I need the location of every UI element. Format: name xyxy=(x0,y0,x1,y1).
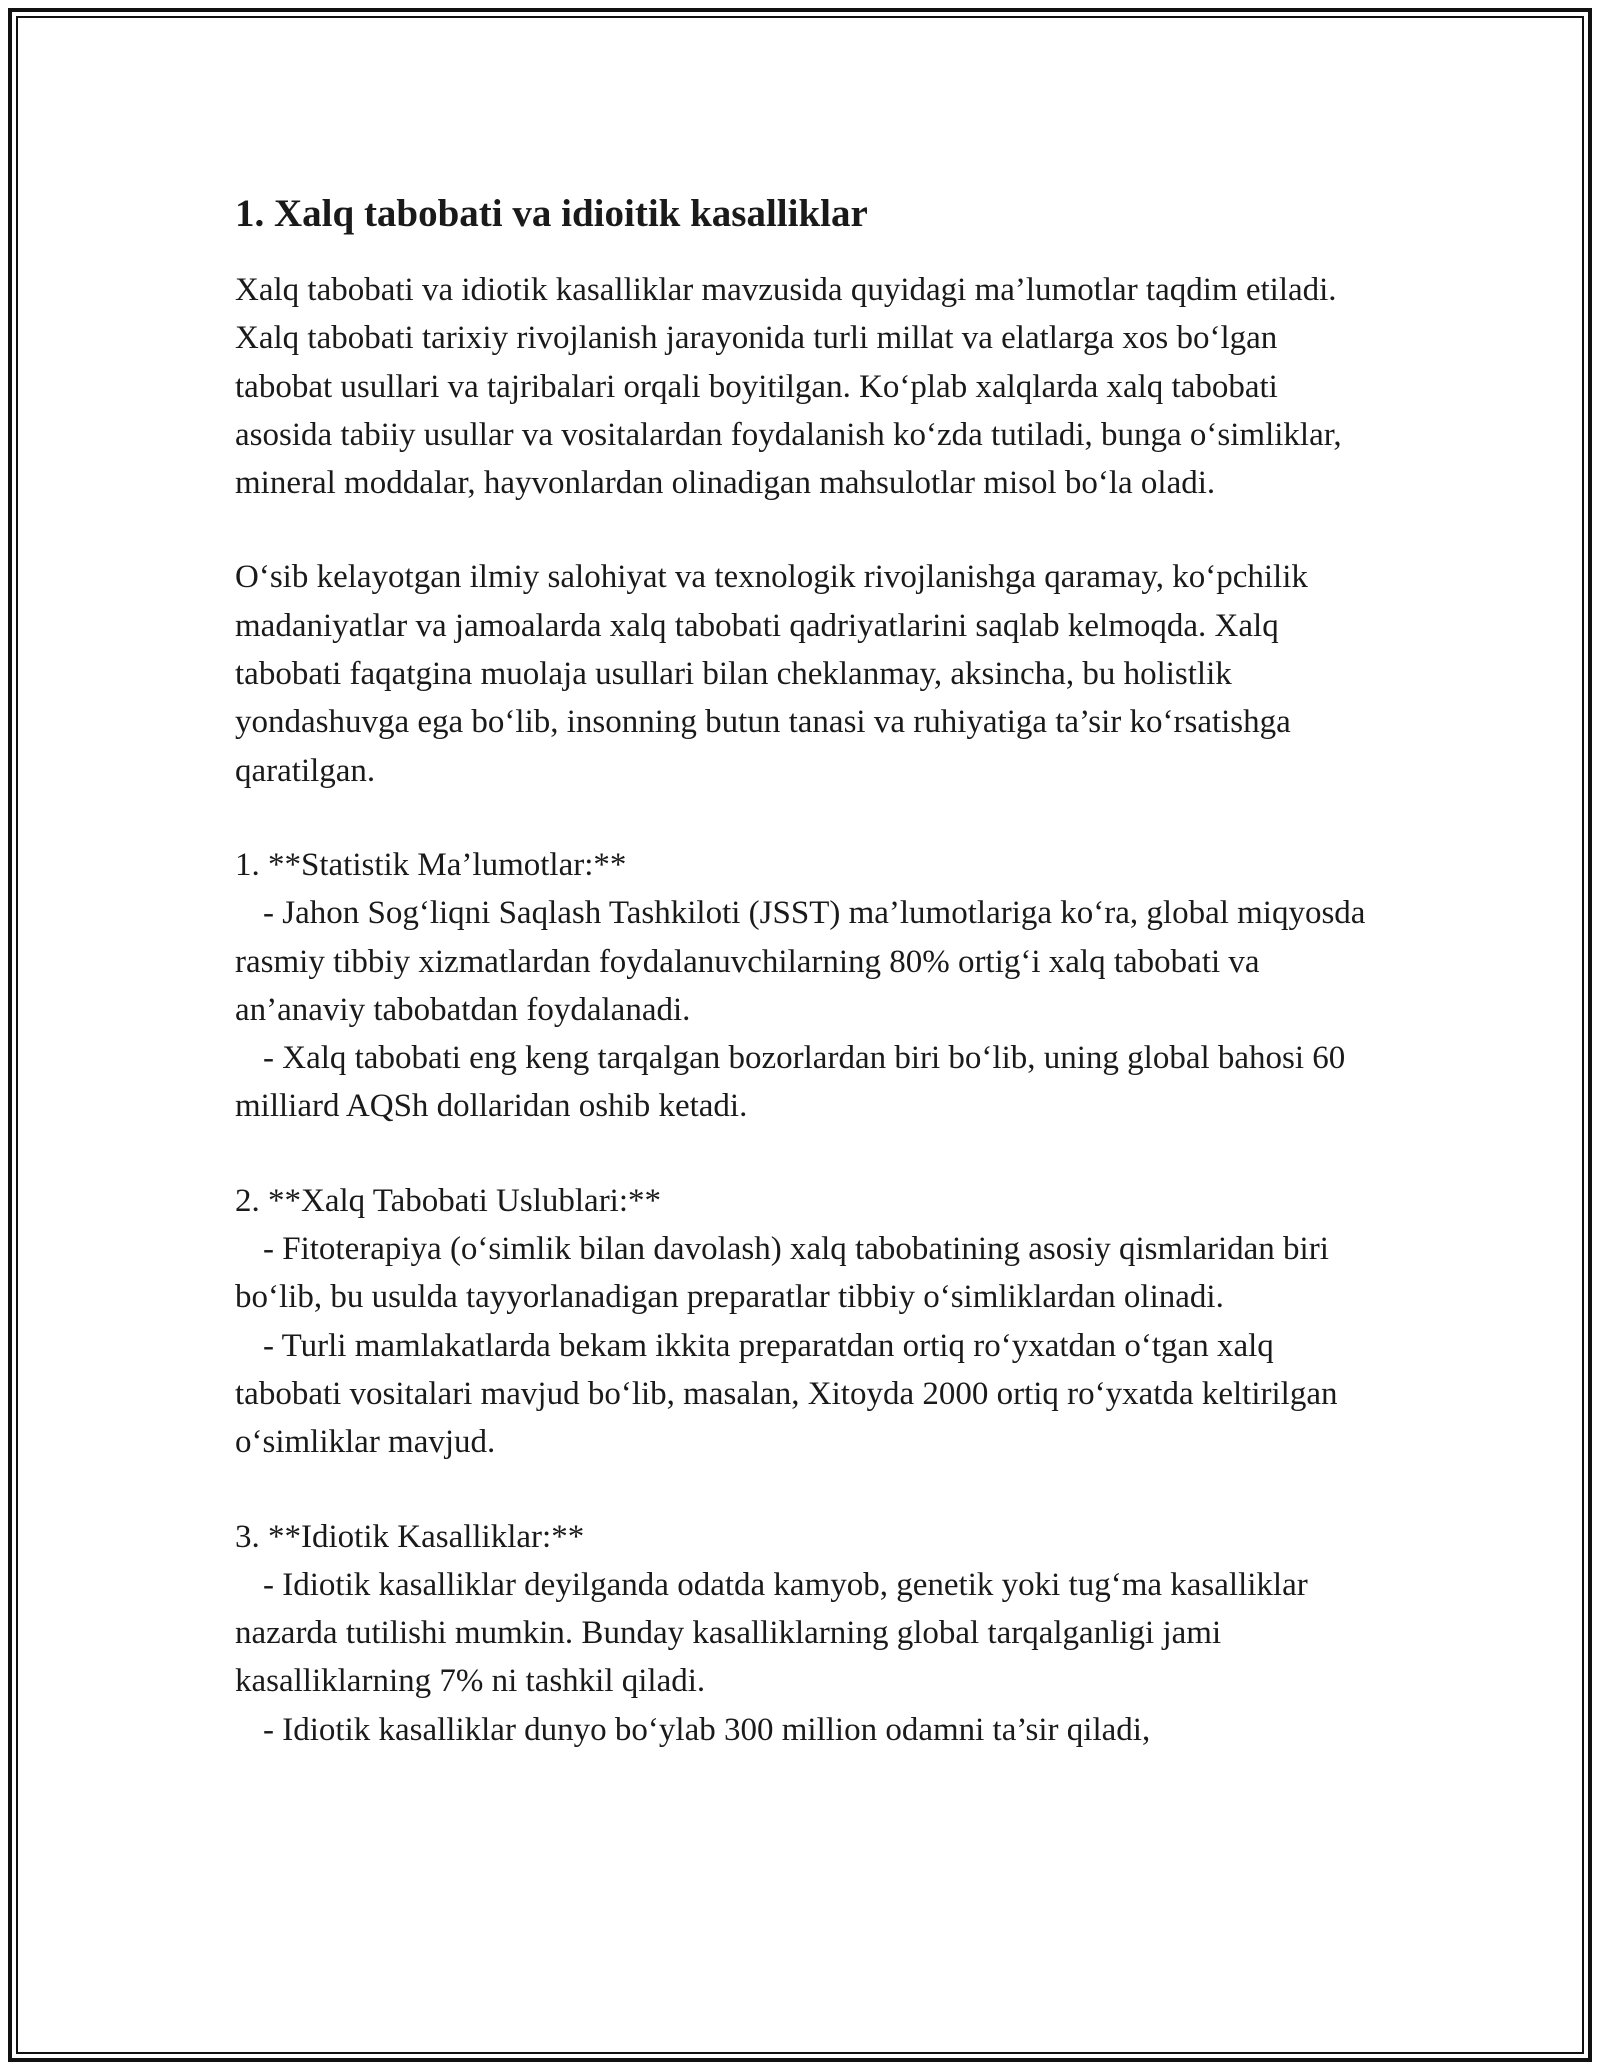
list-item: - Idiotik kasalliklar dunyo bo‘ylab 300 million odamni ta’sir qiladi, xyxy=(263,1711,1151,1748)
intro-paragraph-1 xyxy=(235,266,1375,507)
document-body xyxy=(235,188,1375,1800)
list-item: - Xalq tabobati eng keng tarqalgan bozorlardan biri bo‘lib, uning global bahosi 60 milliard AQSh dollaridan oshib ketadi. xyxy=(235,1040,1346,1125)
list-item: - Idiotik kasalliklar deyilganda odatda kamyob, genetik yoki tug‘ma kasalliklar nazarda tutilishi mumkin. Bunday kasalliklarning global tarqalganligi jami kasalliklarning 7% ni tashkil qiladi. xyxy=(235,1566,1308,1700)
paragraph-text: Xalq tabobati va idiotik kasalliklar mavzusida quyidagi ma’lumotlar taqdim etiladi. Xalq tabobati tarixiy rivojlanish jarayonida turli millat va elatlarga xos bo‘lgan tabobat usullari va tajribalari orqali boyitilgan. Ko‘plab xalqlarda xalq tabobati asosida tabiiy usullar va vositalardan foydalanish ko‘zda tutiladi, bunga o‘simliklar, mineral moddalar, hayvonlardan olinadigan mahsulotlar misol bo‘la oladi. xyxy=(235,272,1342,502)
section-methods xyxy=(235,1177,1375,1467)
list-item: - Fitoterapiya (o‘simlik bilan davolash) xalq tabobatining asosiy qismlaridan biri bo‘lib, bu usulda tayyorlanadigan preparatlar tibbiy o‘simliklardan olinadi. xyxy=(235,1231,1329,1316)
section-idiotic-diseases xyxy=(235,1513,1375,1754)
paragraph-text: O‘sib kelayotgan ilmiy salohiyat va texnologik rivojlanishga qaramay, ko‘pchilik madaniyatlar va jamoalarda xalq tabobati qadriyatlarini saqlab kelmoqda. Xalq tabobati faqatgina muolaja usullari bilan cheklanmay, aksincha, bu holistlik yondashuvga ega bo‘lib, insonning butun tanasi va ruhiyatiga ta’sir ko‘rsatishga qaratilgan. xyxy=(235,559,1308,789)
document-title: 1. Xalq tabobati va idioitik kasalliklar xyxy=(235,192,868,235)
intro-paragraph-2 xyxy=(235,553,1375,794)
list-item: - Turli mamlakatlarda bekam ikkita preparatdan ortiq ro‘yxatdan o‘tgan xalq tabobati vositalari mavjud bo‘lib, masalan, Xitoyda 2000 ortiq ro‘yxatda keltirilgan o‘simliklar mavjud. xyxy=(235,1327,1338,1461)
section-heading: 2. **Xalq Tabobati Uslublari:** xyxy=(235,1182,662,1219)
section-heading: 3. **Idiotik Kasalliklar:** xyxy=(235,1518,585,1555)
section-heading: 1. **Statistik Ma’lumotlar:** xyxy=(235,846,627,883)
list-item: - Jahon Sog‘liqni Saqlash Tashkiloti (JSST) ma’lumotlariga ko‘ra, global miqyosda rasmiy tibbiy xizmatlardan foydalanuvchilarning 80% ortig‘i xalq tabobati va an’anaviy tabobatdan foydalanadi. xyxy=(235,895,1366,1028)
section-statistics xyxy=(235,841,1375,1131)
